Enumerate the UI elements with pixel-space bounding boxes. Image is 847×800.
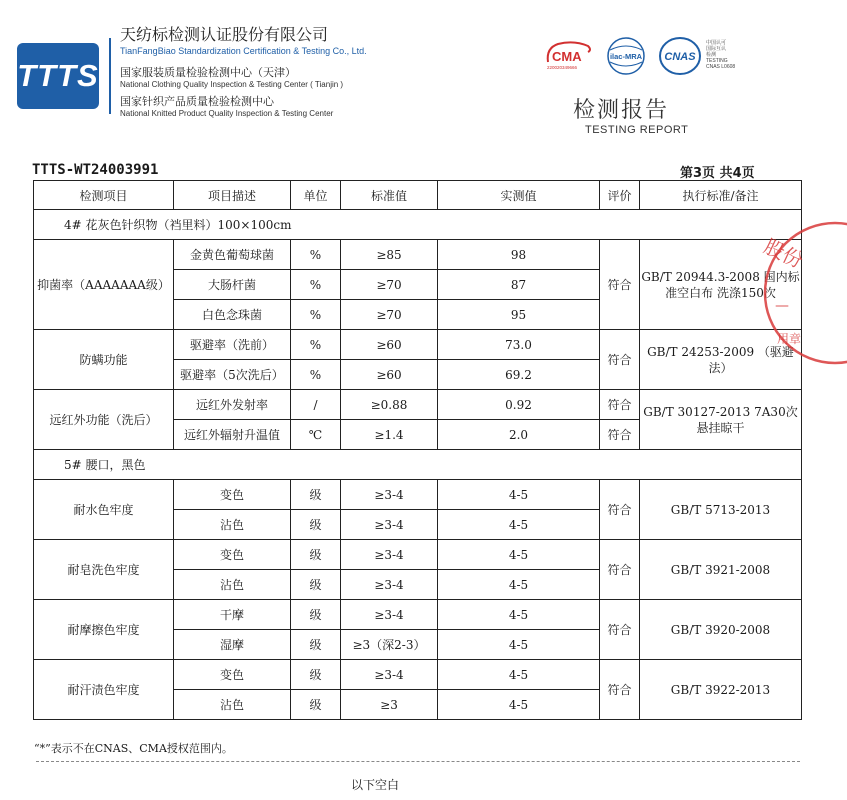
- company-logo: [17, 43, 99, 109]
- col-header-desc: 项目描述: [174, 181, 291, 210]
- item-value: 4-5: [438, 660, 600, 690]
- item-std: ≥3-4: [341, 660, 438, 690]
- blank-below-text: 以下空白: [351, 778, 400, 792]
- cma-badge-icon: [544, 40, 594, 70]
- section-title: 4# 花灰色针织物（裆里料）100×100cm: [34, 210, 802, 240]
- item-std: ≥60: [341, 330, 438, 360]
- test-item: 防螨功能: [34, 330, 174, 390]
- org-name-cn: 天纺标检测认证股份有限公司: [120, 25, 329, 44]
- item-unit: 级: [291, 630, 341, 660]
- item-desc: 沾色: [174, 510, 291, 540]
- item-unit: ℃: [291, 420, 341, 450]
- item-value: 4-5: [438, 600, 600, 630]
- item-std: ≥3: [341, 690, 438, 720]
- header-divider: [109, 38, 111, 114]
- item-std: ≥3（深2-3）: [341, 630, 438, 660]
- section-row: [34, 450, 802, 480]
- item-standard: GB/T 30127-2013 7A30次 悬挂晾干: [640, 390, 802, 450]
- item-unit: %: [291, 270, 341, 300]
- item-unit: 级: [291, 690, 341, 720]
- item-std: ≥3-4: [341, 570, 438, 600]
- item-std: ≥3-4: [341, 540, 438, 570]
- section-row: [34, 210, 802, 240]
- item-value: 87: [438, 270, 600, 300]
- accreditation-badges: [540, 36, 800, 76]
- col-header-eval: 评价: [600, 181, 640, 210]
- item-desc: 沾色: [174, 690, 291, 720]
- item-eval: 符合: [600, 420, 640, 450]
- item-desc: 湿摩: [174, 630, 291, 660]
- table-row: [34, 330, 802, 360]
- item-standard: GB/T 20944.3-2008 国内标准空白布 洗涤150次: [640, 240, 802, 330]
- ilac-mra-badge-icon: [604, 36, 648, 76]
- test-item: 耐水色牢度: [34, 480, 174, 540]
- item-unit: %: [291, 330, 341, 360]
- report-title: 检测报告: [573, 98, 670, 123]
- item-desc: 变色: [174, 540, 291, 570]
- report-title-en: TESTING REPORT: [585, 124, 689, 136]
- item-standard: GB/T 3921-2008: [640, 540, 802, 600]
- item-desc: 驱避率（5次洗后）: [174, 360, 291, 390]
- table-row: [34, 390, 802, 420]
- item-unit: %: [291, 360, 341, 390]
- cnas-accreditation-text: 中国认可 国际互认 检测 TESTING CNAS L0608: [706, 40, 736, 70]
- table-row: [34, 660, 802, 690]
- report-number: TTTS-WT24003991: [32, 162, 159, 178]
- stamp-text-2: 用章: [777, 332, 802, 346]
- item-desc: 金黄色葡萄球菌: [174, 240, 291, 270]
- item-value: 98: [438, 240, 600, 270]
- item-desc: 沾色: [174, 570, 291, 600]
- item-desc: 变色: [174, 660, 291, 690]
- table-row: [34, 480, 802, 510]
- item-unit: %: [291, 240, 341, 270]
- item-eval: 符合: [600, 480, 640, 540]
- item-value: 4-5: [438, 570, 600, 600]
- col-header-item: 检测项目: [34, 181, 174, 210]
- test-item: 耐摩擦色牢度: [34, 600, 174, 660]
- item-value: 4-5: [438, 510, 600, 540]
- test-item: 耐皂洗色牢度: [34, 540, 174, 600]
- item-unit: 级: [291, 600, 341, 630]
- cnas-badge-icon: [658, 36, 702, 76]
- item-std: ≥3-4: [341, 510, 438, 540]
- item-desc: 驱避率（洗前）: [174, 330, 291, 360]
- item-std: ≥70: [341, 270, 438, 300]
- stamp-text: 股份: [760, 234, 807, 273]
- item-std: ≥3-4: [341, 480, 438, 510]
- item-eval: 符合: [600, 540, 640, 600]
- col-header-standard: 执行标准/备注: [640, 181, 802, 210]
- page-info: 第3页 共4页: [680, 166, 755, 181]
- item-unit: %: [291, 300, 341, 330]
- item-desc: 干摩: [174, 600, 291, 630]
- center2-cn: 国家针织产品质量检验检测中心: [120, 95, 274, 108]
- center1-en: National Clothing Quality Inspection & Testing Center ( Tianjin ): [120, 80, 344, 89]
- section-title: 5# 腰口，黑色: [34, 450, 802, 480]
- item-std: ≥3-4: [341, 600, 438, 630]
- ilac-text: ilac-MRA: [609, 52, 643, 61]
- table-row: [34, 600, 802, 630]
- table-header-row: [34, 181, 802, 210]
- item-value: 69.2: [438, 360, 600, 390]
- item-std: ≥70: [341, 300, 438, 330]
- cma-number: 220020349666: [547, 65, 578, 70]
- item-eval: 符合: [600, 600, 640, 660]
- logo-text: TTTS: [17, 58, 99, 93]
- dashed-divider: [36, 761, 800, 762]
- org-name-en: TianFangBiao Standardization Certification & Testing Co., Ltd.: [120, 46, 367, 56]
- item-std: ≥85: [341, 240, 438, 270]
- item-standard: GB/T 24253-2009 （驱避法）: [640, 330, 802, 390]
- item-value: 95: [438, 300, 600, 330]
- center2-en: National Knitted Product Quality Inspection & Testing Center: [120, 109, 334, 118]
- item-standard: GB/T 3920-2008: [640, 600, 802, 660]
- item-desc: 变色: [174, 480, 291, 510]
- test-item: 抑菌率（AAAAAAA级）: [34, 240, 174, 330]
- item-eval: 符合: [600, 660, 640, 720]
- center1-cn: 国家服装质量检验检测中心（天津）: [120, 66, 296, 79]
- item-value: 4-5: [438, 690, 600, 720]
- item-std: ≥0.88: [341, 390, 438, 420]
- col-header-unit: 单位: [291, 181, 341, 210]
- test-item: 耐汗渍色牢度: [34, 660, 174, 720]
- item-desc: 白色念珠菌: [174, 300, 291, 330]
- item-eval: 符合: [600, 390, 640, 420]
- item-desc: 远红外辐射升温值: [174, 420, 291, 450]
- table-row: [34, 240, 802, 270]
- item-std: ≥1.4: [341, 420, 438, 450]
- item-unit: /: [291, 390, 341, 420]
- item-unit: 级: [291, 510, 341, 540]
- item-unit: 级: [291, 570, 341, 600]
- col-header-value: 实测值: [438, 181, 600, 210]
- test-item: 远红外功能（洗后）: [34, 390, 174, 450]
- results-table: [33, 180, 802, 720]
- item-eval: 符合: [600, 330, 640, 390]
- svg-text:—: —: [775, 298, 789, 314]
- item-value: 4-5: [438, 480, 600, 510]
- item-unit: 级: [291, 660, 341, 690]
- item-standard: GB/T 5713-2013: [640, 480, 802, 540]
- col-header-std: 标准值: [341, 181, 438, 210]
- cnas-text: CNAS: [664, 51, 696, 63]
- table-row: [34, 540, 802, 570]
- item-std: ≥60: [341, 360, 438, 390]
- item-desc: 远红外发射率: [174, 390, 291, 420]
- item-value: 2.0: [438, 420, 600, 450]
- item-standard: GB/T 3922-2013: [640, 660, 802, 720]
- item-value: 73.0: [438, 330, 600, 360]
- cma-text: CMA: [552, 49, 582, 64]
- item-value: 0.92: [438, 390, 600, 420]
- item-value: 4-5: [438, 540, 600, 570]
- item-desc: 大肠杆菌: [174, 270, 291, 300]
- item-unit: 级: [291, 540, 341, 570]
- organization-block: [120, 22, 540, 118]
- item-eval: 符合: [600, 240, 640, 330]
- footnote: “*”表示不在CNAS、CMA授权范围内。: [34, 742, 233, 755]
- item-unit: 级: [291, 480, 341, 510]
- item-value: 4-5: [438, 630, 600, 660]
